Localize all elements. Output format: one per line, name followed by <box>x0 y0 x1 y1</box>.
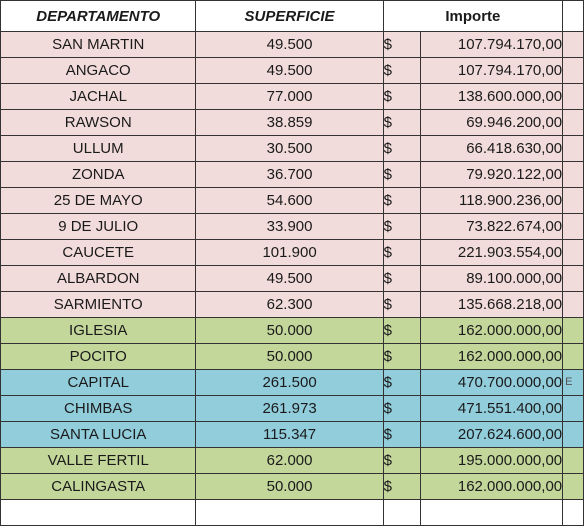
cell-departamento[interactable]: SANTA LUCIA <box>1 422 196 448</box>
table-row <box>1 240 584 266</box>
cell-departamento[interactable]: ALBARDON <box>1 266 196 292</box>
side-column-cell[interactable] <box>563 240 584 266</box>
cell-importe[interactable]: 162.000.000,00 <box>421 318 563 344</box>
cell-importe[interactable]: 135.668.218,00 <box>421 292 563 318</box>
table-row <box>1 32 584 58</box>
table-row <box>1 292 584 318</box>
cell-superficie[interactable]: 261.500 <box>196 370 383 396</box>
table-row <box>1 214 584 240</box>
table-row <box>1 318 584 344</box>
cell-importe[interactable]: 471.551.400,00 <box>421 396 563 422</box>
cell-superficie[interactable]: 62.000 <box>196 448 383 474</box>
cell-superficie[interactable]: 101.900 <box>196 240 383 266</box>
cell-superficie[interactable]: 115.347 <box>196 422 383 448</box>
cell-superficie[interactable]: 50.000 <box>196 318 383 344</box>
header-importe[interactable]: Importe <box>383 1 562 32</box>
cell-importe[interactable]: 162.000.000,00 <box>421 344 563 370</box>
side-column-cell[interactable] <box>563 422 584 448</box>
cell-currency-symbol[interactable]: $ <box>383 474 421 500</box>
side-column-cell[interactable] <box>563 136 584 162</box>
cell-currency-symbol[interactable]: $ <box>383 32 421 58</box>
partial-row <box>1 500 584 526</box>
cell-currency-symbol[interactable]: $ <box>383 422 421 448</box>
cell-superficie[interactable]: 36.700 <box>196 162 383 188</box>
side-column-cell[interactable] <box>563 188 584 214</box>
cell-superficie[interactable]: 62.300 <box>196 292 383 318</box>
cell-superficie[interactable]: 54.600 <box>196 188 383 214</box>
table-row <box>1 422 584 448</box>
cell-importe[interactable]: 89.100.000,00 <box>421 266 563 292</box>
cell-currency-symbol[interactable]: $ <box>383 344 421 370</box>
table-row <box>1 396 584 422</box>
cell-superficie[interactable]: 261.973 <box>196 396 383 422</box>
cell-currency-symbol[interactable]: $ <box>383 188 421 214</box>
header-superficie[interactable]: SUPERFICIE <box>196 1 383 32</box>
cell-departamento[interactable]: 9 DE JULIO <box>1 214 196 240</box>
cell-currency-symbol[interactable]: $ <box>383 240 421 266</box>
cell-superficie[interactable]: 30.500 <box>196 136 383 162</box>
cell-currency-symbol[interactable]: $ <box>383 396 421 422</box>
table-row <box>1 188 584 214</box>
cell-departamento[interactable]: POCITO <box>1 344 196 370</box>
cell-importe[interactable]: 79.920.122,00 <box>421 162 563 188</box>
side-fragment-text: E <box>565 376 573 388</box>
cell-currency-symbol[interactable]: $ <box>383 58 421 84</box>
empty-cell[interactable] <box>1 500 196 526</box>
cell-importe[interactable]: 221.903.554,00 <box>421 240 563 266</box>
side-column-cell[interactable] <box>563 474 584 500</box>
header-departamento[interactable]: DEPARTAMENTO <box>1 1 196 32</box>
table-row <box>1 474 584 500</box>
cell-superficie[interactable]: 49.500 <box>196 58 383 84</box>
cell-departamento[interactable]: SARMIENTO <box>1 292 196 318</box>
table-row <box>1 448 584 474</box>
cell-currency-symbol[interactable]: $ <box>383 318 421 344</box>
cell-importe[interactable]: 73.822.674,00 <box>421 214 563 240</box>
cell-currency-symbol[interactable]: $ <box>383 292 421 318</box>
empty-cell[interactable] <box>563 500 584 526</box>
cell-departamento[interactable]: ANGACO <box>1 58 196 84</box>
cell-importe[interactable]: 66.418.630,00 <box>421 136 563 162</box>
side-column-cell[interactable] <box>563 32 584 58</box>
empty-cell[interactable] <box>196 500 383 526</box>
cell-importe[interactable]: 118.900.236,00 <box>421 188 563 214</box>
table-row <box>1 58 584 84</box>
cell-currency-symbol[interactable]: $ <box>383 136 421 162</box>
side-column-cell[interactable] <box>563 292 584 318</box>
cell-departamento[interactable]: SAN MARTIN <box>1 32 196 58</box>
side-column-cell[interactable] <box>563 110 584 136</box>
side-column-cell[interactable] <box>563 344 584 370</box>
table-row <box>1 110 584 136</box>
header-row <box>1 1 584 32</box>
side-column-cell[interactable] <box>563 58 584 84</box>
cell-superficie[interactable]: 33.900 <box>196 214 383 240</box>
cell-currency-symbol[interactable]: $ <box>383 84 421 110</box>
cell-departamento[interactable]: CAUCETE <box>1 240 196 266</box>
side-column-cell[interactable] <box>563 214 584 240</box>
cell-departamento[interactable]: CHIMBAS <box>1 396 196 422</box>
cell-currency-symbol[interactable]: $ <box>383 162 421 188</box>
side-column-cell[interactable] <box>563 162 584 188</box>
cell-departamento[interactable]: VALLE FERTIL <box>1 448 196 474</box>
cell-departamento[interactable]: ULLUM <box>1 136 196 162</box>
side-column-header[interactable] <box>563 1 584 32</box>
cell-currency-symbol[interactable]: $ <box>383 266 421 292</box>
cell-superficie[interactable]: 38.859 <box>196 110 383 136</box>
cell-importe[interactable]: 162.000.000,00 <box>421 474 563 500</box>
side-column-cell[interactable] <box>563 396 584 422</box>
cell-departamento[interactable]: CALINGASTA <box>1 474 196 500</box>
cell-currency-symbol[interactable]: $ <box>383 370 421 396</box>
table-row <box>1 84 584 110</box>
cell-superficie[interactable]: 50.000 <box>196 474 383 500</box>
side-column-cell[interactable] <box>563 266 584 292</box>
side-column-cell[interactable] <box>563 318 584 344</box>
table-row <box>1 136 584 162</box>
cell-currency-symbol[interactable]: $ <box>383 448 421 474</box>
table-row <box>1 370 584 396</box>
table-row <box>1 266 584 292</box>
cell-importe[interactable]: 470.700.000,00 <box>421 370 563 396</box>
cell-superficie[interactable]: 49.500 <box>196 266 383 292</box>
cell-departamento[interactable]: IGLESIA <box>1 318 196 344</box>
cell-currency-symbol[interactable]: $ <box>383 110 421 136</box>
cell-importe[interactable]: 107.794.170,00 <box>421 58 563 84</box>
cell-importe[interactable]: 69.946.200,00 <box>421 110 563 136</box>
cell-importe[interactable]: 207.624.600,00 <box>421 422 563 448</box>
empty-cell[interactable] <box>421 500 563 526</box>
cell-superficie[interactable]: 49.500 <box>196 32 383 58</box>
side-column-cell[interactable] <box>563 448 584 474</box>
empty-cell[interactable] <box>383 500 421 526</box>
side-column-cell[interactable] <box>563 370 584 396</box>
cell-importe[interactable]: 138.600.000,00 <box>421 84 563 110</box>
cell-importe[interactable]: 195.000.000,00 <box>421 448 563 474</box>
cell-superficie[interactable]: 50.000 <box>196 344 383 370</box>
cell-superficie[interactable]: 77.000 <box>196 84 383 110</box>
table-row <box>1 162 584 188</box>
cell-departamento[interactable]: RAWSON <box>1 110 196 136</box>
table-row <box>1 344 584 370</box>
cell-departamento[interactable]: CAPITAL <box>1 370 196 396</box>
cell-departamento[interactable]: JACHAL <box>1 84 196 110</box>
cell-currency-symbol[interactable]: $ <box>383 214 421 240</box>
cell-departamento[interactable]: ZONDA <box>1 162 196 188</box>
side-column-cell[interactable] <box>563 84 584 110</box>
table-body <box>1 32 584 526</box>
cell-importe[interactable]: 107.794.170,00 <box>421 32 563 58</box>
cell-departamento[interactable]: 25 DE MAYO <box>1 188 196 214</box>
